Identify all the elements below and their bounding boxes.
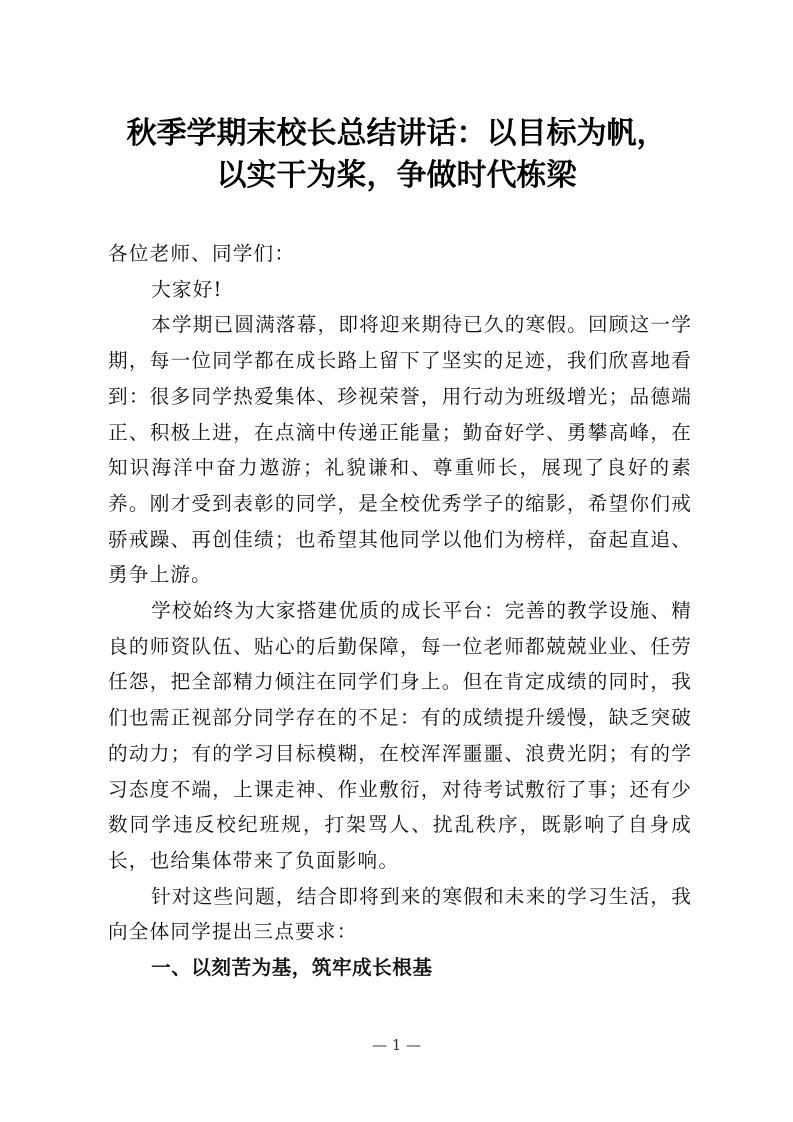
paragraph-2: 学校始终为大家搭建优质的成长平台：完善的教学设施、精良的师资队伍、贴心的后勤保障，每一位老师都兢兢业业、任劳任怨，把全部精力倾注在同学们身上。但在肯定成绩的同时，我们也需正视部分同学存在的不足：有的成绩提升缓慢，缺乏突破的动力；有的学习目标模糊，在校浑浑噩噩、浪费光阴；有的学习态度不端，上课走神、作业敷衍，对待考试敷衍了事；还有少数同学违反校纪班规，打架骂人、扰乱秩序，既影响了自身成长，也给集体带来了负面影响。 bbox=[108, 599, 692, 872]
section-heading: 一、以刻苦为基，筑牢成长根基 bbox=[151, 956, 433, 980]
page-number: — 1 — bbox=[371, 1036, 422, 1054]
paragraph-1: 本学期已圆满落幕，即将迎来期待已久的寒假。回顾这一学期，每一位同学都在成长路上留下了坚实的足迹，我们欣喜地看到：很多同学热爱集体、珍视荣誉，用行动为班级增光；品德端正、积极上进，在点滴中传递正能量；勤奋好学、勇攀高峰，在知识海洋中奋力遨游；礼貌谦和、尊重师长，展现了良好的素养。刚才受到表彰的同学，是全校优秀学子的缩影，希望你们戒骄戒躁、再创佳绩；也希望其他同学以他们为榜样，奋起直追、勇争上游。 bbox=[108, 313, 692, 587]
title-line-1: 秋季学期末校长总结讲话：以目标为帆， bbox=[126, 116, 667, 151]
title-line-2: 以实干为桨，争做时代栋梁 bbox=[216, 158, 577, 193]
paragraph-3: 针对这些问题，结合即将到来的寒假和未来的学习生活，我向全体同学提出三点要求： bbox=[108, 884, 692, 944]
greeting: 大家好! bbox=[151, 277, 223, 301]
document-title bbox=[60, 113, 733, 197]
document-body bbox=[108, 236, 692, 986]
salutation: 各位老师、同学们： bbox=[108, 242, 296, 265]
